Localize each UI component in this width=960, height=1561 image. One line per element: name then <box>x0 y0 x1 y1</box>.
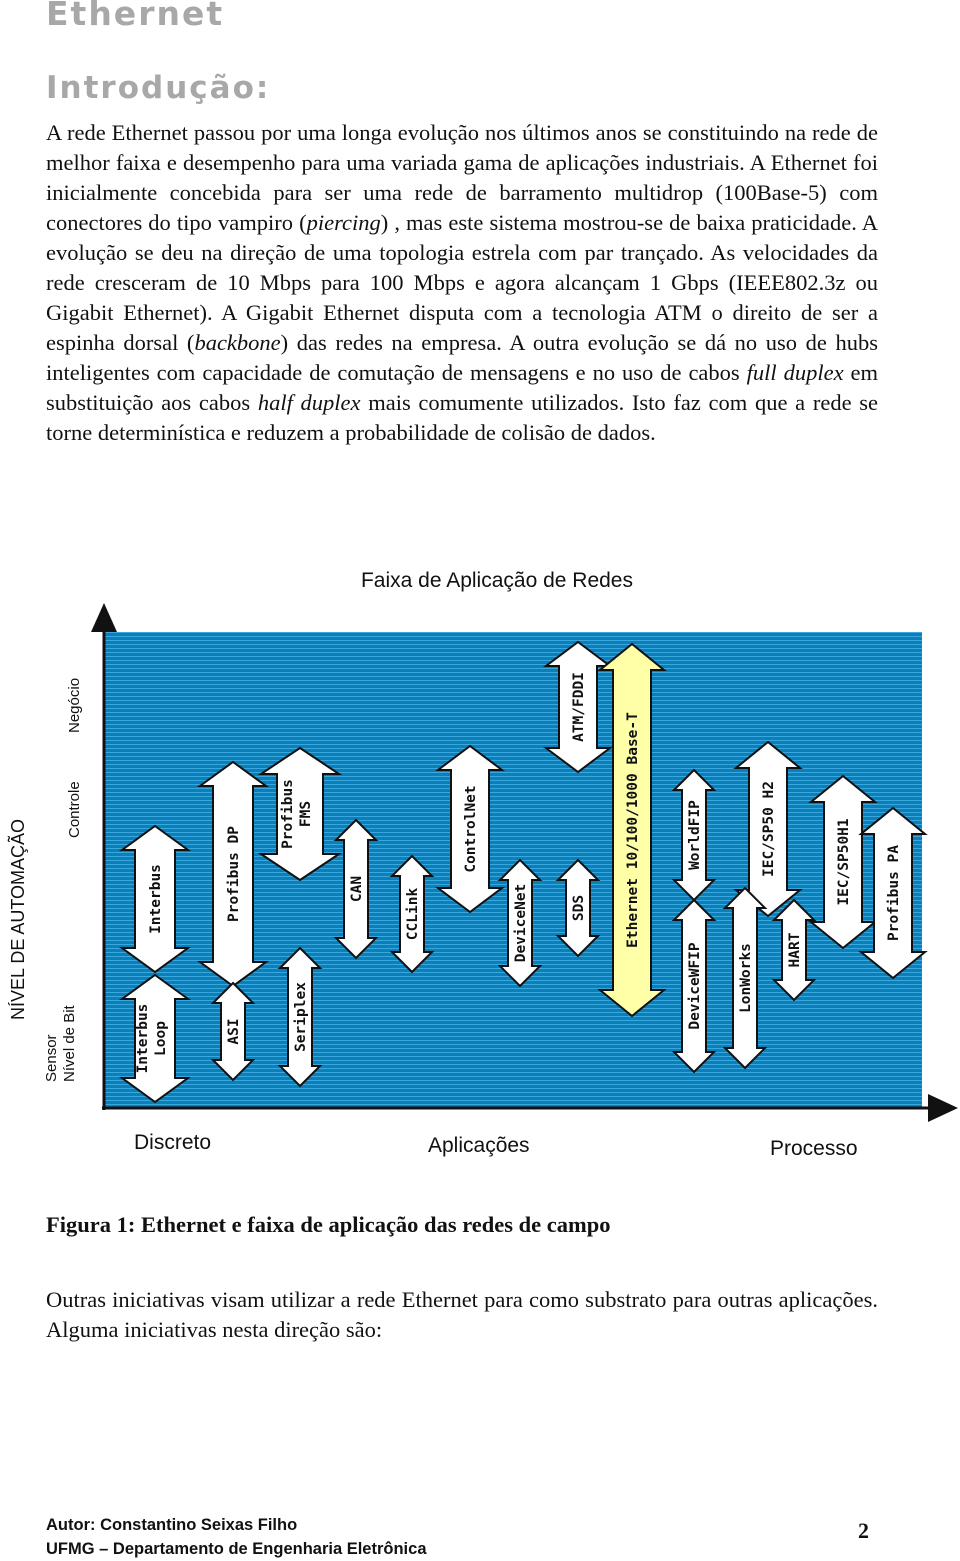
network-label: Profibus PA <box>886 844 902 942</box>
network-label: ControlNet <box>463 785 479 873</box>
network-label: Seriplex <box>293 982 309 1052</box>
paragraph-text: em substituição aos cabos <box>46 360 878 415</box>
network-label: LonWorks <box>738 943 754 1013</box>
network-label: HART <box>787 932 803 968</box>
italic-term: full duplex <box>746 360 844 385</box>
figure-caption: Figura 1: Ethernet e faixa de aplicação das redes de campo <box>46 1212 611 1237</box>
closing-paragraph: Outras iniciativas visam utilizar a rede Ethernet para como substrato para outras aplicações. Alguma iniciativas nesta direção são: <box>46 1287 878 1342</box>
network-label: ASI <box>226 1018 242 1045</box>
figure-title: Faixa de Aplicação de Redes <box>360 569 634 592</box>
page-number: 2 <box>858 1518 869 1543</box>
network-label: Loop <box>153 1021 169 1056</box>
page-title: Ethernet <box>46 0 225 33</box>
network-label: DeviceNet <box>513 883 529 963</box>
network-label: IEC/SP50H1 <box>836 818 852 906</box>
network-label: Ethernet 10/100/1000 Base-T <box>625 712 641 948</box>
y-axis-arrow <box>91 603 117 632</box>
y-level-negocio: Negócio <box>66 677 83 733</box>
y-level-controle: Controle <box>66 781 83 838</box>
y-axis-label: NÍVEL DE AUTOMAÇÃO <box>8 818 28 1020</box>
network-label: Profibus <box>280 779 296 849</box>
y-level-nivel-de-bit: Nível de Bit <box>61 1005 78 1082</box>
x-category-discreto: Discreto <box>134 1131 212 1154</box>
x-axis-arrow <box>928 1094 958 1122</box>
network-label: CAN <box>349 875 365 903</box>
paragraph-text: ) , mas este sistema mostrou-se de baixa praticidade. A evolução se deu na direção de uma topologia estrela com par trançado. As velocidades da rede cresceram de 10 Mbps para 100 Mbps e agora alcançam 1 Gbps (IEEE802.3z ou Gigabit Ethernet). A Gigabit Ethernet disputa com a tecnologia ATM o direito de ser a espinha dorsal ( <box>46 210 878 355</box>
network-label: WorldFIP <box>687 800 703 870</box>
y-level-sensor: Sensor <box>43 1034 60 1082</box>
italic-term: half duplex <box>257 390 361 415</box>
network-label: DeviceWFIP <box>687 942 703 1030</box>
italic-term: backbone <box>194 330 281 355</box>
x-category-processo: Processo <box>770 1137 858 1160</box>
network-label: Profibus DP <box>226 825 242 923</box>
paragraph-text: mais comumente utilizados. Isto faz com que a rede se torne determinística e reduzem a probabilidade de colisão de dados. <box>46 390 878 445</box>
network-label: ATM/FDDI <box>571 672 587 742</box>
paragraph-text: A rede Ethernet passou por uma longa evolução nos últimos anos se constituindo na rede de melhor faixa e desempenho para uma variada gama de aplicações industriais. A Ethernet foi inicialmente concebida para ser uma rede de barramento multidrop (100Base-5) com conectores do tipo vampiro ( <box>46 120 878 235</box>
network-label: SDS <box>571 894 587 922</box>
network-label: IEC/SP50 H2 <box>761 780 777 878</box>
footer-department: UFMG – Departamento de Engenharia Eletrônica <box>46 1540 427 1558</box>
network-label: Interbus <box>135 1003 151 1074</box>
network-label: FMS <box>298 800 314 828</box>
network-label: CCLink <box>405 887 421 941</box>
network-label: Interbus <box>148 864 164 934</box>
footer-author: Autor: Constantino Seixas Filho <box>46 1516 298 1534</box>
paragraph-text: ) das redes na empresa. A outra evolução se dá no uso de hubs inteligentes com capacidade de comutação de mensagens e no uso de cabos <box>46 330 879 385</box>
section-title: Introdução: <box>46 70 271 106</box>
x-category-aplicacoes: Aplicações <box>428 1134 530 1157</box>
italic-term: piercing <box>306 210 381 235</box>
